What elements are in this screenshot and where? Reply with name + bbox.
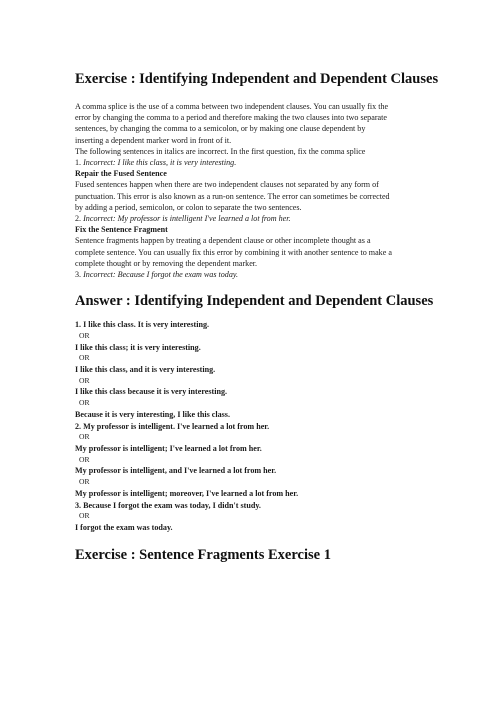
section-title-answer: Answer : Identifying Independent and Dependent Clauses <box>75 293 434 310</box>
question-1 <box>75 157 422 168</box>
fragment-paragraph-line: complete sentence. You can usually fix this error by combining it with another sentence to make a <box>75 247 392 257</box>
fragment-paragraph-line: Sentence fragments happen by treating a dependent clause or other incomplete thought as a <box>75 236 371 246</box>
answer-line: I forgot the exam was today. <box>75 522 173 532</box>
document-page <box>75 70 439 564</box>
answer-line: 3. Because I forgot the exam was today, I didn't study. <box>75 500 261 510</box>
instruction-text: The following sentences in italics are incorrect. In the first question, fix the comma splice <box>75 146 366 156</box>
subheading-fused-sentence: Repair the Fused Sentence <box>75 169 167 179</box>
comma-splice-paragraph-line: sentences, by changing the comma to a semicolon, or by making one clause dependent by <box>75 124 366 134</box>
fragment-paragraph-line: complete thought or by removing the dependent marker. <box>75 258 258 268</box>
question-text: Incorrect: My professor is intelligent I've learned a lot from her. <box>83 214 291 224</box>
fused-paragraph-line: punctuation. This error is also known as a run-on sentence. The error can sometimes be corrected <box>75 191 390 201</box>
or-separator: OR <box>79 432 90 442</box>
or-separator: OR <box>79 511 90 521</box>
section-title-exercise: Exercise : Identifying Independent and Dependent Clauses <box>75 71 439 87</box>
answer-line: Because it is very interesting, I like this class. <box>75 409 230 419</box>
or-separator: OR <box>79 477 90 487</box>
or-separator: OR <box>79 331 90 341</box>
question-3 <box>75 269 422 280</box>
section-title-fragments: Exercise : Sentence Fragments Exercise 1 <box>75 546 331 563</box>
question-text: Incorrect: I like this class, it is very interesting. <box>83 158 237 168</box>
answer-line: My professor is intelligent, and I've learned a lot from her. <box>75 466 277 476</box>
or-separator: OR <box>79 454 90 464</box>
answer-line: My professor is intelligent; I've learned a lot from her. <box>75 444 262 453</box>
comma-splice-paragraph-line: inserting a dependent marker word in front of it. <box>75 135 232 145</box>
answer-line: I like this class; it is very interesting. <box>75 342 201 352</box>
answer-line: I like this class, and it is very interesting. <box>75 365 216 375</box>
question-number: 2. <box>75 214 82 224</box>
answer-line: 2. My professor is intelligent. I've learned a lot from her. <box>75 421 270 431</box>
comma-splice-paragraph-line: A comma splice is the use of a comma between two independent clauses. You can usually fix the <box>75 102 389 111</box>
comma-splice-paragraph-line: error by changing the comma to a period and therefore making the two clauses into two separate <box>75 113 387 123</box>
or-separator: OR <box>79 353 90 363</box>
or-separator: OR <box>79 398 90 408</box>
fused-paragraph-line: by adding a period, semicolon, or colon to separate the two sentences. <box>75 202 302 212</box>
fused-paragraph-line: Fused sentences happen when there are two independent clauses not separated by any form of <box>75 180 379 190</box>
answer-line: My professor is intelligent; moreover, I've learned a lot from her. <box>75 488 299 498</box>
answer-line: I like this class because it is very interesting. <box>75 387 228 397</box>
or-separator: OR <box>79 375 90 385</box>
answer-line: 1. I like this class. It is very interesting. <box>75 320 210 330</box>
question-number: 3. <box>75 270 82 280</box>
question-2 <box>75 213 422 224</box>
question-text: Incorrect: Because I forgot the exam was today. <box>83 270 239 280</box>
question-number: 1. <box>75 158 82 168</box>
subheading-sentence-fragment: Fix the Sentence Fragment <box>75 225 168 235</box>
